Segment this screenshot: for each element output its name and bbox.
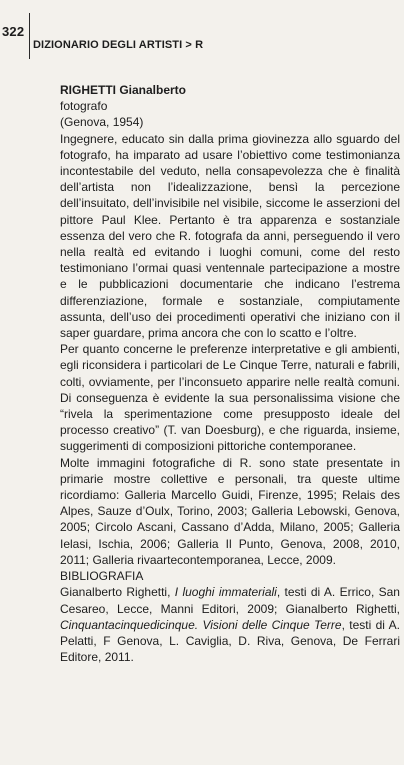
bibliography-title: Cinquantacinquedicinque. Visioni delle Cinque Terre — [60, 617, 342, 632]
entry-paragraph: Molte immagini fotografiche di R. sono state presentate in primarie mostre collettive e personali, tra queste ultime ricordiamo: Galleria Marcello Guidi, Firenze, 1995; Relais des Alpes, Sauze d’Oulx, Torino, 2003; Galleria Lebowski, Genova, 2005; Circolo Ascani, Cassano d’Adda, Milano, 2005; Galleria Ielasi, Ischia, 2006; Galleria Il Punto, Genova, 2008, 2010, 2011; Galleria rivaartecontemporanea, Lecce, 2009. — [60, 455, 400, 567]
running-head — [0, 0, 404, 62]
bibliography-details: , testi di A. Errico, San Cesareo, Lecce, Manni Editori, 2009; Gianalberto Righetti, — [60, 585, 400, 616]
running-head-rule — [29, 13, 30, 59]
running-head-section-title: DIZIONARIO DEGLI ARTISTI > R — [33, 39, 204, 51]
artist-name: RIGHETTI Gianalberto — [60, 83, 187, 97]
bibliography-heading: BIBLIOGRAFIA — [60, 569, 144, 584]
entry-paragraph: Per quanto concerne le preferenze interpretative e gli ambienti, egli riconsidera i particolari de Le Cinque Terre, naturali e fabrili, colti, ovviamente, per l’inconsueto apparire nelle realtà comuni. Di conseguenza è evidente la sua personalissima visione che “rivela la sperimentazione come presupposto ideale del processo creativo” (T. van Doesburg), e che riguarda, insieme, suggerimenti di composizioni pittoriche contemporanee. — [60, 342, 400, 454]
bibliography-item — [60, 584, 400, 665]
bibliography-title: I luoghi immateriali — [174, 585, 277, 600]
artist-entry — [60, 82, 400, 665]
entry-paragraph: Ingegnere, educato sin dalla prima giovinezza allo sguardo del fotografo, ha imparato ad usare l’obiettivo come testimonianza incontestabile del veduto, nella consapevolezza che è finalità dell’artista non l’idealizzazione, bensì la percezione dell’insuitato, dell’invisibile nel visibile, siccome le asserzioni del pittore Paul Klee. Pertanto è tra apparenza e sostanziale essenza del vero che R. fotografa da anni, perseguendo il vero nella realtà ed evitando i luoghi comuni, come del resto testimoniano l’ormai quasi ventennale partecipazione a mostre e le pubblicazioni documentarie che indicano l’estrema differenziazione, formale e sostanziale, compiutamente assunta, dell’uso dei procedimenti operativi che iniziano con il saper guardare, prima ancora che con lo scatto e l’oltre. — [60, 131, 400, 341]
page-number: 322 — [2, 24, 25, 39]
bibliography-details: , testi di A. Pelatti, F Genova, L. Caviglia, D. Riva, Genova, De Ferrari Editore, 2011. — [60, 617, 400, 665]
bibliography-author: Gianalberto Righetti, — [60, 585, 175, 600]
artist-origin: (Genova, 1954) — [60, 115, 144, 130]
artist-role: fotografo — [60, 99, 108, 114]
